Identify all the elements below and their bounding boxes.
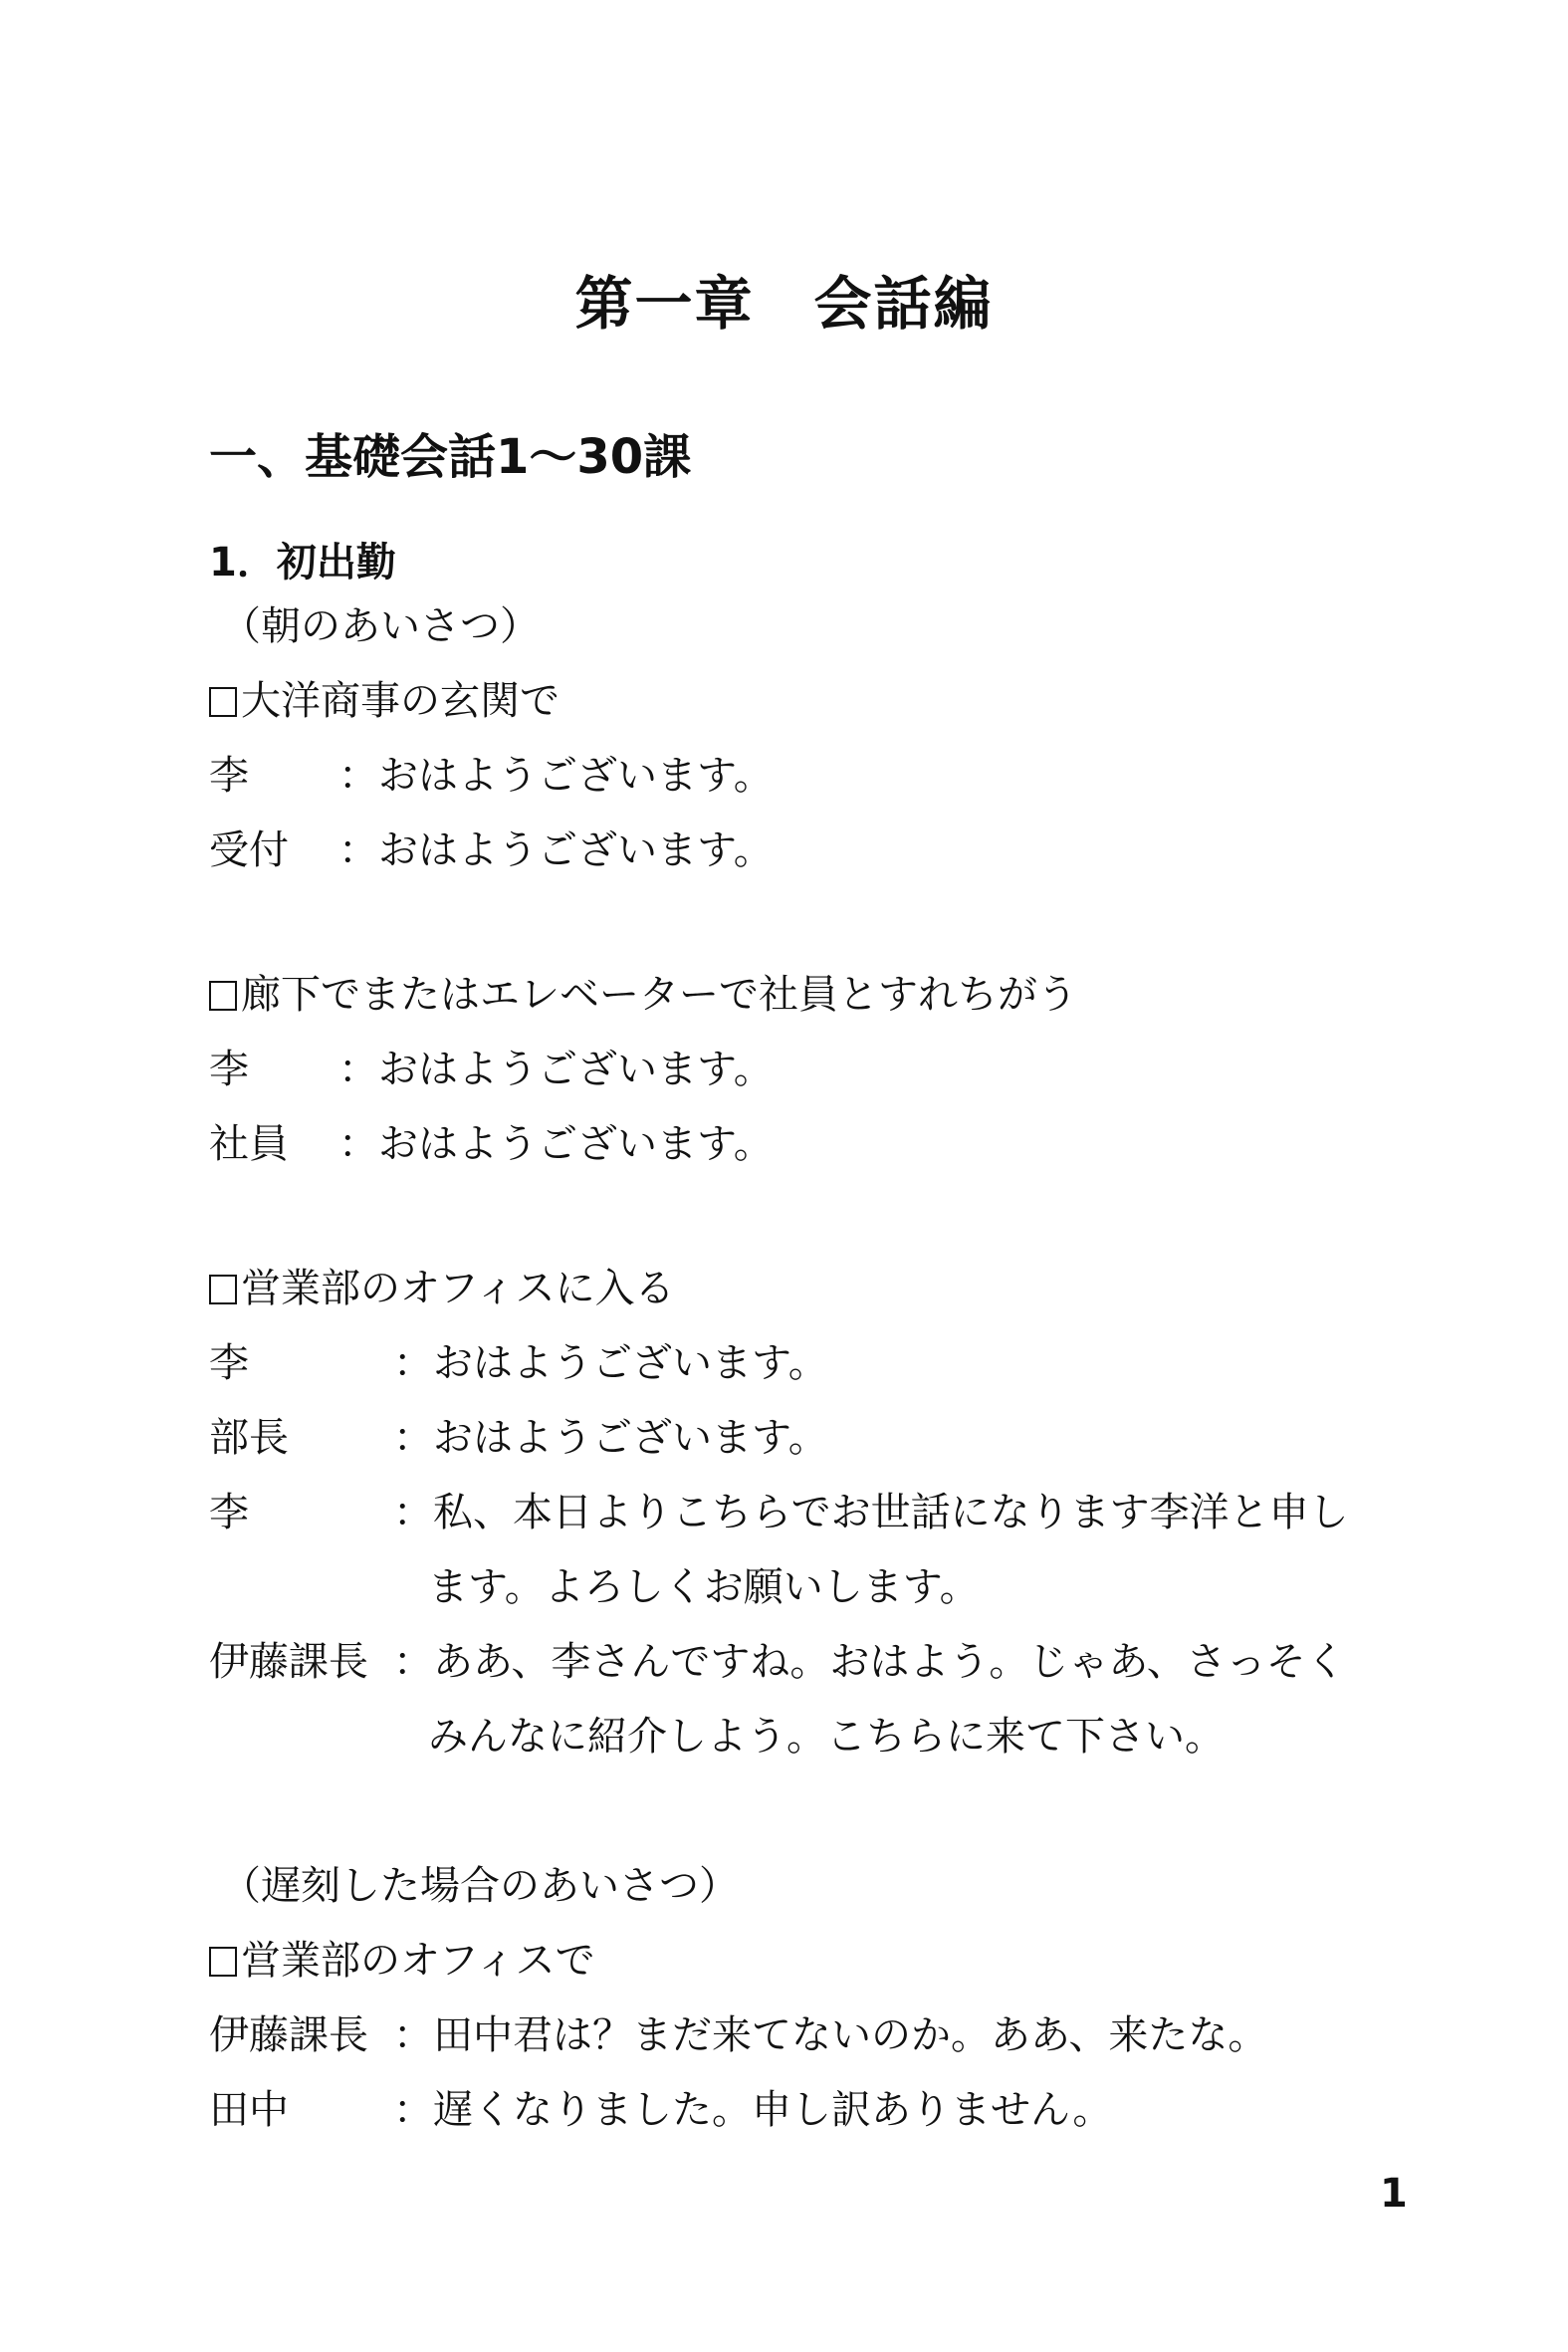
block3-line-3-cont: ます。よろしくお願いします。	[428, 1564, 980, 1610]
block4-speaker-1: 伊藤課長	[209, 2012, 368, 2058]
block3-line-1: ：おはようございます。	[393, 1340, 828, 1386]
section-title: 一、基礎会話1～30課	[209, 429, 692, 485]
block1-scene	[209, 677, 560, 725]
block3-line-4-cont: みんなに紹介しよう。こちらに来て下さい。	[428, 1714, 1225, 1760]
block2-scene-text: 廊下でまたはエレベーターで社員とすれちがう	[241, 972, 1077, 1018]
block4-scene	[209, 1937, 595, 1985]
block2-scene	[209, 971, 1077, 1019]
page-number: 1	[1380, 2171, 1408, 2217]
block3-speaker-3: 李	[209, 1490, 249, 1535]
lesson-title: 1．初出勤	[209, 540, 396, 586]
block1-heading: （朝のあいさつ）	[221, 603, 540, 649]
block1-speaker-2: 受付	[209, 827, 289, 873]
block3-line-2: ：おはようございます。	[393, 1415, 828, 1461]
block1-line-2: ：おはようございます。	[338, 827, 774, 873]
checkbox-icon	[209, 1275, 237, 1304]
block1-line-1: ：おはようございます。	[338, 753, 774, 799]
block1-speaker-1: 李	[209, 753, 249, 799]
block3-speaker-2: 部長	[209, 1415, 289, 1461]
checkbox-icon	[209, 1947, 237, 1977]
block4-line-1: ：田中君は？まだ来てないのか。ああ、来たな。	[393, 2012, 1268, 2058]
block3-scene-text: 営業部のオフィスに入る	[241, 1266, 675, 1311]
block4-line-2: ：遅くなりました。申し訳ありません。	[393, 2087, 1113, 2133]
checkbox-icon	[209, 981, 237, 1011]
block2-line-2: ：おはようございます。	[338, 1121, 774, 1167]
block1-scene-text: 大洋商事の玄関で	[241, 678, 560, 724]
block2-speaker-1: 李	[209, 1047, 249, 1092]
block3-line-4: ：ああ、李さんですね。おはよう。じゃあ、さっそく	[393, 1639, 1346, 1685]
checkbox-icon	[209, 687, 237, 717]
block4-scene-text: 営業部のオフィスで	[241, 1938, 595, 1984]
chapter-title: 第一章 会話編	[574, 270, 994, 338]
block4-speaker-2: 田中	[209, 2087, 289, 2133]
block3-speaker-1: 李	[209, 1340, 249, 1386]
block3-scene	[209, 1265, 675, 1312]
block2-line-1: ：おはようございます。	[338, 1047, 774, 1092]
block3-speaker-4: 伊藤課長	[209, 1639, 368, 1685]
block4-heading: （遅刻した場合のあいさつ）	[221, 1863, 739, 1909]
block3-line-3: ：私、本日よりこちらでお世話になります李洋と申し	[393, 1490, 1349, 1535]
block2-speaker-2: 社員	[209, 1121, 289, 1167]
